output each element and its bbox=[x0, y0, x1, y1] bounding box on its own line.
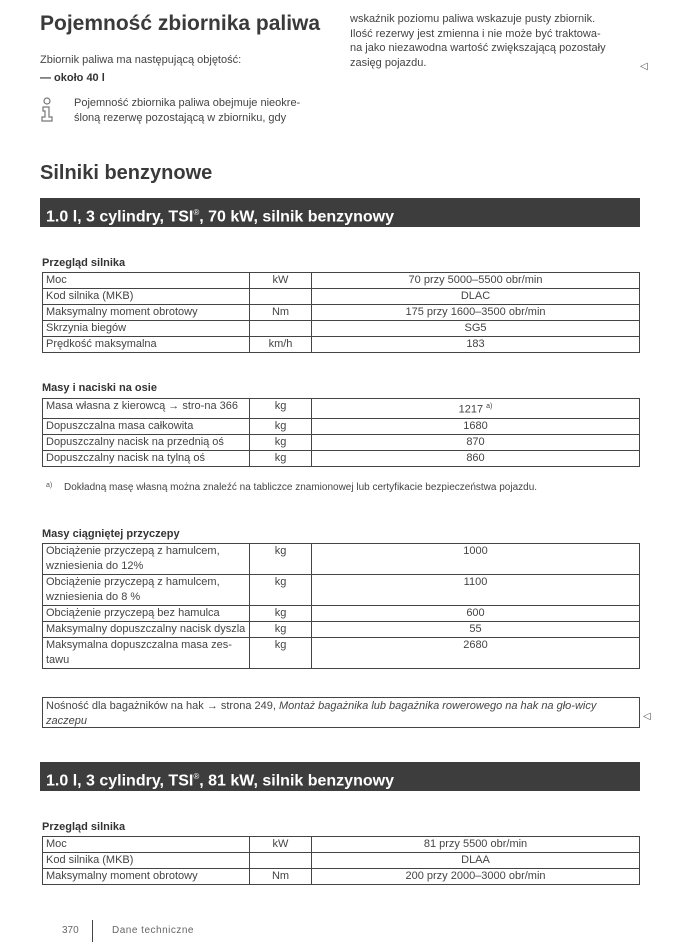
table-row bbox=[43, 418, 640, 434]
row-value: 183 bbox=[312, 337, 640, 353]
engine-title-rest: , 81 kW, silnik benzynowy bbox=[199, 772, 394, 790]
row-label: Skrzynia biegów bbox=[43, 321, 250, 337]
section-end-icon: ◁ bbox=[643, 711, 651, 722]
table-row bbox=[43, 606, 640, 622]
row-value: SG5 bbox=[312, 321, 640, 337]
row-unit: kg bbox=[250, 575, 312, 606]
row-value: 81 przy 5500 obr/min bbox=[312, 837, 640, 853]
engine1-masses-table bbox=[42, 398, 640, 467]
table-row bbox=[43, 337, 640, 353]
table-row bbox=[43, 321, 640, 337]
text-line: wskaźnik poziomu paliwa wskazuje pusty zbiornik. bbox=[350, 13, 596, 25]
chapter-name: Dane techniczne bbox=[112, 925, 194, 936]
row-label: Kod silnika (MKB) bbox=[43, 853, 250, 869]
row-unit: kg bbox=[250, 418, 312, 434]
table-row bbox=[43, 399, 640, 419]
footer-divider bbox=[92, 920, 93, 942]
row-label: Moc bbox=[43, 837, 250, 853]
row-unit bbox=[250, 321, 312, 337]
text-line: na jako niezawodna wartość zwiększającą pozostały bbox=[350, 42, 606, 54]
row-unit: Nm bbox=[250, 305, 312, 321]
row-label: Dopuszczalny nacisk na przednią oś bbox=[43, 434, 250, 450]
table-row bbox=[43, 869, 640, 885]
row-value: DLAC bbox=[312, 289, 640, 305]
registered-mark: ® bbox=[193, 772, 200, 781]
roof-rack-note bbox=[42, 697, 640, 728]
footnote-ref: a) bbox=[486, 403, 493, 410]
table-row bbox=[43, 544, 640, 575]
fuel-right-text bbox=[350, 12, 650, 70]
row-value: 870 bbox=[312, 434, 640, 450]
row-label: Maksymalny moment obrotowy bbox=[43, 305, 250, 321]
row-value: DLAA bbox=[312, 853, 640, 869]
note-link: Montaż bagażnika lub bagażnika rowerowego na hak na gło-wicy zaczepu bbox=[46, 700, 597, 727]
table-row bbox=[43, 273, 640, 289]
engine1-trailer-table bbox=[42, 543, 640, 669]
row-unit bbox=[250, 853, 312, 869]
row-value: 1000 bbox=[312, 544, 640, 575]
table-row bbox=[43, 638, 640, 669]
row-label: Maksymalna dopuszczalna masa zes-tawu bbox=[43, 638, 250, 669]
row-label: Dopuszczalny nacisk na tylną oś bbox=[43, 450, 250, 466]
table-row bbox=[43, 837, 640, 853]
row-label: Obciążenie przyczepą z hamulcem, wzniesienia do 12% bbox=[43, 544, 250, 575]
engine2-header bbox=[40, 762, 640, 791]
row-unit: kg bbox=[250, 434, 312, 450]
row-value: 600 bbox=[312, 606, 640, 622]
table-row bbox=[43, 305, 640, 321]
row-unit: Nm bbox=[250, 869, 312, 885]
table-row bbox=[43, 853, 640, 869]
row-label: Obciążenie przyczepą z hamulcem, wzniesienia do 8 % bbox=[43, 575, 250, 606]
row-unit: kg bbox=[250, 638, 312, 669]
masses-title: Masy i naciski na osie bbox=[42, 382, 157, 394]
engine-title: 1.0 l, 3 cylindry, TSI bbox=[46, 772, 194, 790]
row-unit: kW bbox=[250, 837, 312, 853]
row-unit: kg bbox=[250, 544, 312, 575]
engine2-overview-table bbox=[42, 836, 640, 885]
fuel-intro: Zbiornik paliwa ma następującą objętość: bbox=[40, 54, 242, 66]
row-unit: kW bbox=[250, 273, 312, 289]
text-line: zasięg pojazdu. bbox=[350, 56, 427, 69]
footnote-mark: a) bbox=[46, 482, 53, 489]
table-row bbox=[43, 289, 640, 305]
page-number: 370 bbox=[62, 925, 79, 936]
section-end-icon: ◁ bbox=[640, 61, 648, 72]
row-label: Obciążenie przyczepą bez hamulca bbox=[43, 606, 250, 622]
row-value: 55 bbox=[312, 622, 640, 638]
row-value: 200 przy 2000–3000 obr/min bbox=[312, 869, 640, 885]
trailer-title: Masy ciągniętej przyczepy bbox=[42, 528, 180, 540]
row-label: Prędkość maksymalna bbox=[43, 337, 250, 353]
row-value: 1680 bbox=[312, 418, 640, 434]
note-text: Nośność dla bagażników na hak → strona 249, bbox=[46, 700, 279, 712]
footnote: Dokładną masę własną można znaleźć na tabliczce znamionowej lub certyfikacie bezpieczeństwa pojazdu. bbox=[64, 482, 538, 493]
overview-title: Przegląd silnika bbox=[42, 821, 126, 833]
table-row bbox=[43, 622, 640, 638]
row-value bbox=[312, 399, 640, 419]
info-line-2: śloną rezerwę pozostającą w zbiorniku, gdy bbox=[74, 112, 287, 124]
row-label: Dopuszczalna masa całkowita bbox=[43, 418, 250, 434]
registered-mark: ® bbox=[193, 208, 200, 217]
row-label: Masa własna z kierowcą → stro-na 366 bbox=[43, 399, 250, 419]
fuel-title: Pojemność zbiornika paliwa bbox=[40, 12, 321, 35]
row-label: Moc bbox=[43, 273, 250, 289]
table-row bbox=[43, 575, 640, 606]
row-unit: kg bbox=[250, 606, 312, 622]
engine1-overview-table bbox=[42, 272, 640, 353]
row-label: Maksymalny moment obrotowy bbox=[43, 869, 250, 885]
info-line-1: Pojemność zbiornika paliwa obejmuje nieokre- bbox=[74, 97, 301, 109]
row-label: Maksymalny dopuszczalny nacisk dyszla bbox=[43, 622, 250, 638]
row-label: Kod silnika (MKB) bbox=[43, 289, 250, 305]
engine-title-rest: , 70 kW, silnik benzynowy bbox=[199, 208, 394, 226]
value-text: 1217 bbox=[458, 403, 484, 416]
section-title: Silniki benzynowe bbox=[40, 162, 213, 184]
overview-title: Przegląd silnika bbox=[42, 257, 126, 269]
row-value: 70 przy 5000–5500 obr/min bbox=[312, 273, 640, 289]
row-value: 2680 bbox=[312, 638, 640, 669]
row-unit bbox=[250, 289, 312, 305]
table-row bbox=[43, 434, 640, 450]
table-row bbox=[43, 450, 640, 466]
row-value: 1100 bbox=[312, 575, 640, 606]
row-unit: kg bbox=[250, 399, 312, 419]
row-value: 175 przy 1600–3500 obr/min bbox=[312, 305, 640, 321]
text-line: Ilość rezerwy jest zmienna i nie może być traktowa- bbox=[350, 27, 601, 40]
row-unit: kg bbox=[250, 450, 312, 466]
info-icon bbox=[40, 97, 54, 123]
row-unit: km/h bbox=[250, 337, 312, 353]
fuel-capacity: — około 40 l bbox=[40, 72, 105, 84]
row-value: 860 bbox=[312, 450, 640, 466]
engine-title: 1.0 l, 3 cylindry, TSI bbox=[46, 208, 194, 226]
row-unit: kg bbox=[250, 622, 312, 638]
engine1-header bbox=[40, 198, 640, 227]
